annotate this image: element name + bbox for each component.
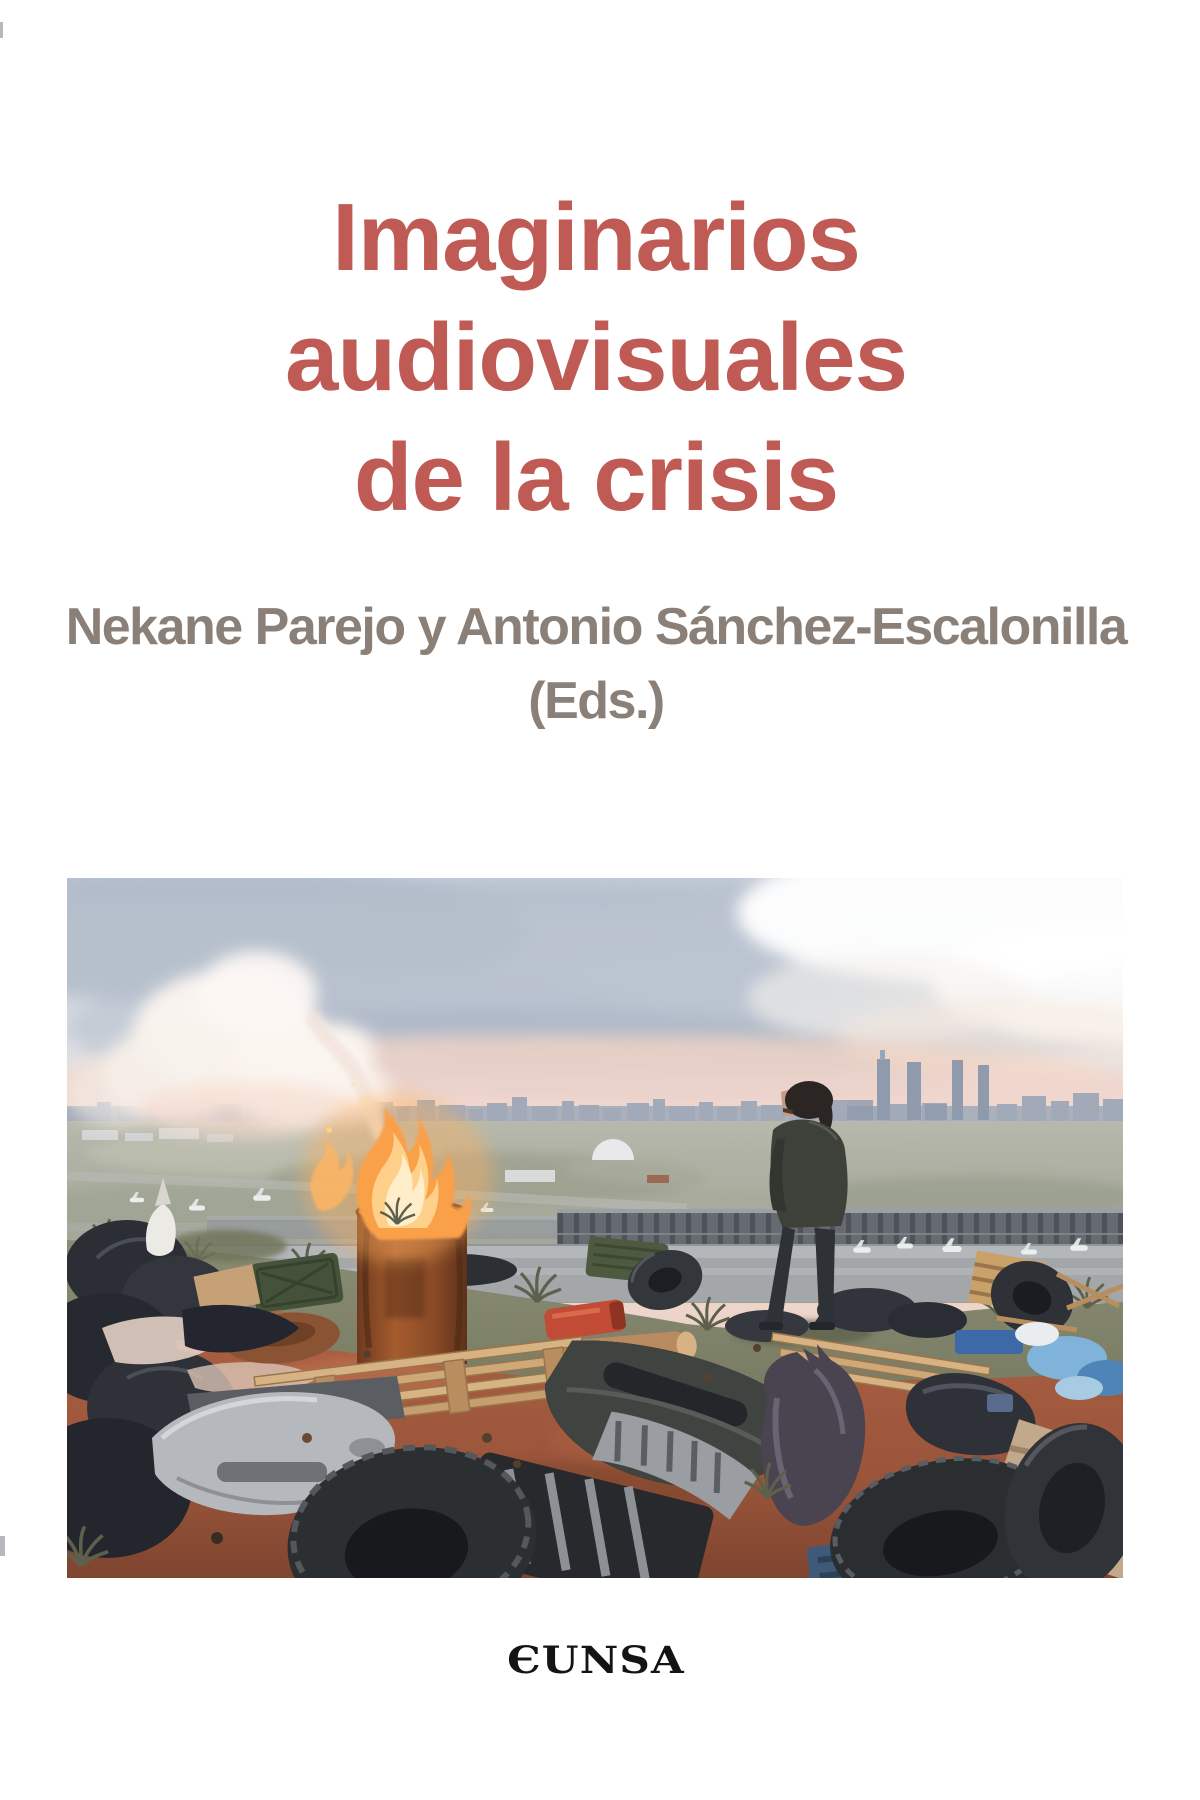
authors-line: Nekane Parejo y Antonio Sánchez-Escalonilla xyxy=(65,598,1127,656)
book-title-line-2: audiovisuales xyxy=(285,304,907,411)
publisher-logo xyxy=(507,1638,685,1682)
book-title-line-3: de la crisis xyxy=(353,424,839,531)
editors-label: (Eds.) xyxy=(528,672,664,730)
scan-artifact xyxy=(0,22,3,38)
cover-photo xyxy=(67,878,1123,1578)
book-title-line-1: Imaginarios xyxy=(332,184,860,291)
blue-crate-small xyxy=(955,1330,1023,1354)
publisher xyxy=(0,1638,1192,1682)
publisher-logo-e: Є xyxy=(507,1638,542,1682)
publisher-logo-rest: UNSA xyxy=(541,1638,685,1682)
book-title xyxy=(0,178,1192,538)
byline xyxy=(0,596,1192,732)
junkyard-photo-scene xyxy=(67,878,1123,1578)
scan-artifact xyxy=(0,1536,5,1556)
